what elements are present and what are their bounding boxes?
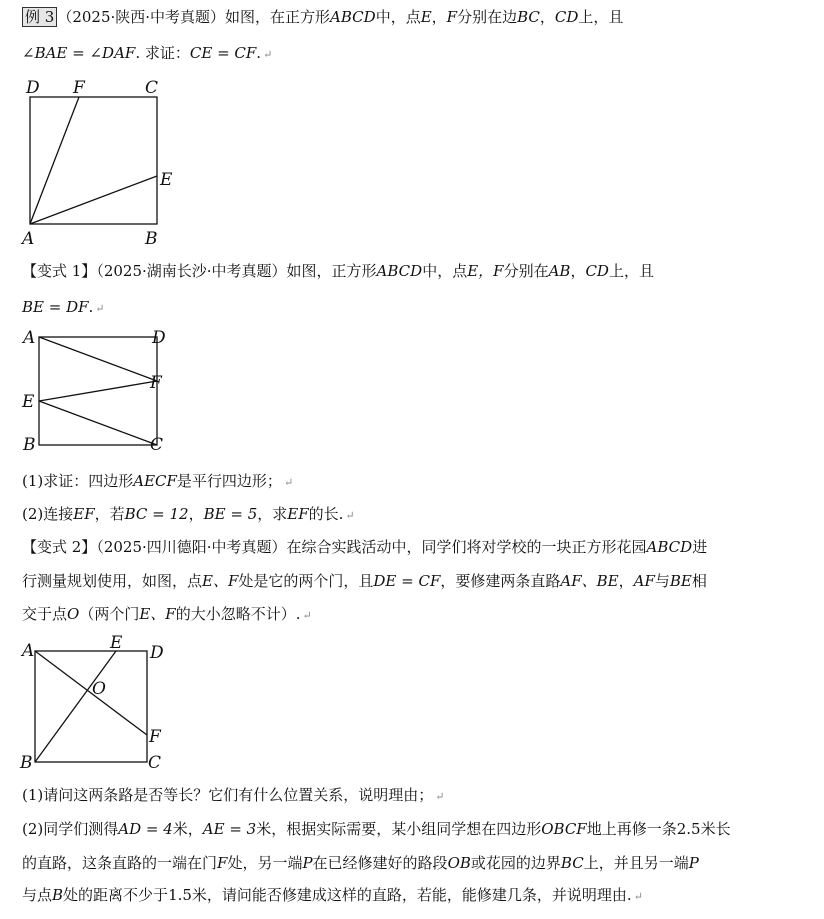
v2-tag: 【变式 2】 <box>22 538 97 556</box>
v2-label-o: O <box>92 679 106 699</box>
ex3-goal: CE = CF <box>189 44 257 62</box>
ex3-square <box>30 97 157 224</box>
v1-label-e: E <box>22 392 35 412</box>
ex3-line-2: ∠BAE = ∠DAF. 求证：CE = CF. ↵ <box>22 44 273 62</box>
v1-tag: 【变式 1】 <box>22 262 97 280</box>
v2-segment-af <box>35 651 147 735</box>
v2-question-1: (1)请问这两条路是否等长？它们有什么位置关系，说明理由； ↵ <box>22 786 445 804</box>
v2-label-d: D <box>150 643 164 663</box>
v2-label-e: E <box>110 634 123 653</box>
v2-figure <box>16 634 186 776</box>
ex3-label-b: B <box>145 229 158 249</box>
ex3-segment-af <box>30 97 79 224</box>
v2-square <box>35 651 147 762</box>
v1-line-2: BE = DF. ↵ <box>22 298 105 316</box>
v1-segment-af <box>39 337 157 381</box>
v2-label-a: A <box>22 641 35 661</box>
v1-condition: BE = DF <box>22 298 89 316</box>
v1-label-f: F <box>150 373 162 393</box>
v1-segment-ef <box>39 381 157 401</box>
v2-line-3: 交于点O（两个门E、F的大小忽略不计）. ↵ <box>22 605 312 623</box>
v2-line-2: 行测量规划使用，如图，点E、F处是它的两个门，且DE = CF，要修建两条直路AF、BE，AF与BE相 <box>22 572 707 590</box>
v1-label-c: C <box>150 435 164 455</box>
v2-segment-be <box>35 651 116 762</box>
ex3-line-1: 例 3 （2025·陕西·中考真题）如图，在正方形ABCD中，点E，F分别在边BC，CD上，且 <box>22 6 623 28</box>
v2-question-2-line-3: 与点B处的距离不少于1.5米，请问能否修建成这样的直路，若能，能修建几条，并说明理由. ↵ <box>22 886 643 904</box>
v2-label-f: F <box>149 727 161 747</box>
v1-figure <box>18 322 188 458</box>
v2-question-2-line-2: 的直路，这条直路的一端在门F处，另一端P在已经修建好的路段OB或花园的边界BC上，并且另一端P <box>22 854 699 872</box>
ex3-tag: 例 3 <box>22 7 57 27</box>
v1-question-1: (1)求证：四边形AECF是平行四边形； ↵ <box>22 472 294 490</box>
v1-label-d: D <box>152 328 166 348</box>
v1-line-1: 【变式 1】（2025·湖南长沙·中考真题）如图，正方形ABCD中，点E，F分别在AB，CD上，且 <box>22 262 654 280</box>
v2-label-c: C <box>148 753 162 773</box>
v2-question-2-line-1: (2)同学们测得AD = 4米，AE = 3米，根据实际需要，某小组同学想在四边形OBCF地上再修一条2.5米长 <box>22 820 731 838</box>
v2-line-1: 【变式 2】（2025·四川德阳·中考真题）在综合实践活动中，同学们将对学校的一块正方形花园ABCD进 <box>22 538 708 556</box>
ex3-label-a: A <box>22 229 35 249</box>
v1-question-2: (2)连接EF，若BC = 12，BE = 5，求EF的长. ↵ <box>22 505 355 523</box>
ex3-label-c: C <box>145 78 159 98</box>
ex3-label-d: D <box>26 78 40 98</box>
v1-label-b: B <box>23 435 36 455</box>
v2-label-b: B <box>20 753 33 773</box>
ex3-label-f: F <box>73 78 85 98</box>
ex3-label-e: E <box>160 170 173 190</box>
v1-segment-ec <box>39 401 157 445</box>
ex3-condition: ∠BAE = ∠DAF <box>22 44 136 62</box>
v1-label-a: A <box>23 328 36 348</box>
ex3-figure <box>18 74 188 250</box>
ex3-segment-ae <box>30 176 157 224</box>
